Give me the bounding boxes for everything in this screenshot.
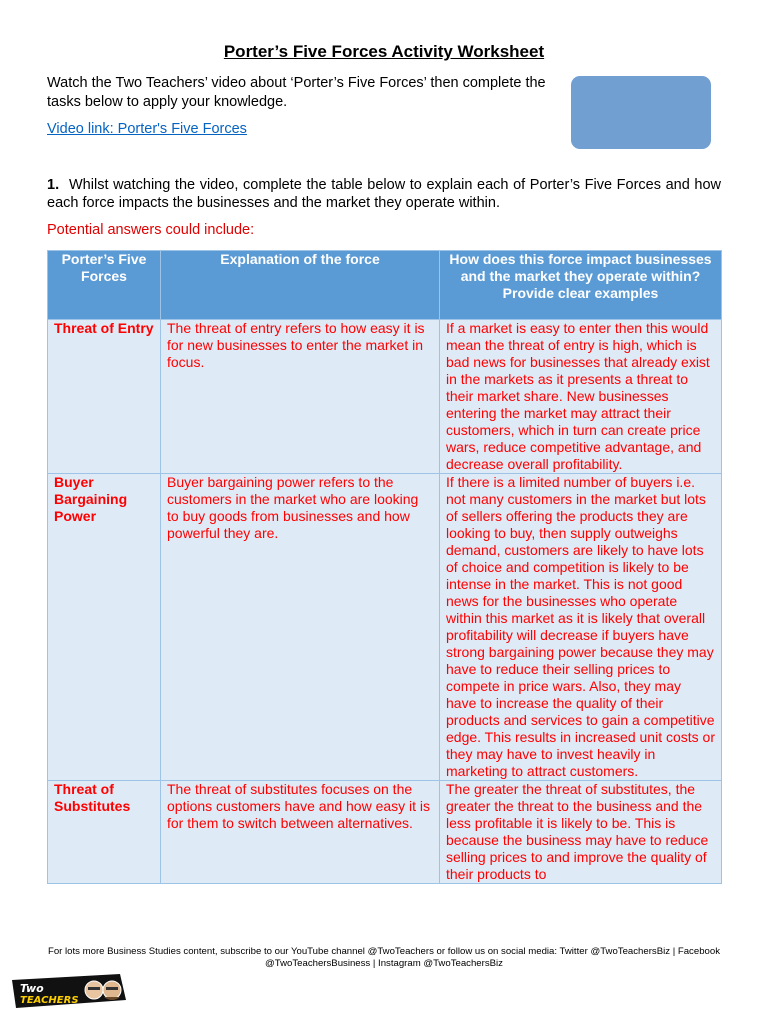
video-thumbnail[interactable]	[571, 76, 711, 149]
intro-text: Watch the Two Teachers’ video about ‘Porter’s Five Forces’ then complete the tasks below to apply your knowledge.	[47, 75, 546, 110]
two-teachers-logo	[10, 970, 128, 1012]
force-explanation: The threat of entry refers to how easy it is for new businesses to enter the market in focus.	[161, 320, 440, 474]
question-1	[47, 176, 721, 212]
potential-answers-label: Potential answers could include:	[47, 222, 255, 238]
force-explanation: Buyer bargaining power refers to the customers in the market who are looking to buy goods from businesses and how powerful they are.	[161, 474, 440, 781]
footer-text: For lots more Business Studies content, subscribe to our YouTube channel @TwoTeachers or follow us on social media: Twitter @TwoTeachersBiz | Facebook @TwoTeachersBusiness | Instagram @TwoTeachersBiz	[47, 946, 720, 969]
svg-text:Two: Two	[20, 982, 44, 995]
force-name: Threat of Entry	[48, 320, 161, 474]
table-row	[48, 320, 722, 474]
table-row	[48, 781, 722, 884]
force-explanation: The threat of substitutes focuses on the options customers have and how easy it is for them to switch between alternatives.	[161, 781, 440, 884]
force-impact: If a market is easy to enter then this would mean the threat of entry is high, which is bad news for businesses that already exist in the markets as it presents a threat to their market share. New businesses entering the market may attract their customers, which in turn can create price wars, reduce competitive advantage, and decrease overall profitability.	[440, 320, 722, 474]
question-text: Whilst watching the video, complete the table below to explain each of Porter’s Five Forces and how each force impacts the businesses and the market they operate within.	[47, 177, 721, 211]
svg-text:TEACHERS: TEACHERS	[20, 995, 79, 1006]
force-impact: The greater the threat of substitutes, the greater the threat to the business and the less profitable it is likely to be. This is because the business may have to reduce selling prices to and improve the quality of their products to	[440, 781, 722, 884]
question-number: 1.	[47, 177, 60, 193]
force-name: Threat of Substitutes	[48, 781, 161, 884]
force-impact: If there is a limited number of buyers i.e. not many customers in the market but lots of sellers offering the products they are looking to buy, then supply outweighs demand, customers are likely to have lots of choice and competition is likely to be intense in the market. This is not good news for the businesses who operate within this market as it is likely that overall profitability will decrease if buyers have strong bargaining power because they may have to reduce their selling prices to compete in price wars. Also, they may have to increase the quality of their products and services to gain a competitive edge. This results in increased unit costs or they may have to invest heavily in marketing to attract customers.	[440, 474, 722, 781]
forces-table-container	[40, 250, 730, 942]
forces-table	[47, 250, 722, 884]
header-force: Porter’s Five Forces	[48, 251, 161, 320]
worksheet-title: Porter’s Five Forces Activity Worksheet	[223, 42, 545, 61]
header-explanation: Explanation of the force	[161, 251, 440, 320]
table-header-row	[48, 251, 722, 320]
header-impact: How does this force impact businesses and the market they operate within? Provide clear examples	[440, 251, 722, 320]
force-name: Buyer Bargaining Power	[48, 474, 161, 781]
table-row	[48, 474, 722, 781]
video-link[interactable]: Video link: Porter's Five Forces	[47, 121, 247, 137]
